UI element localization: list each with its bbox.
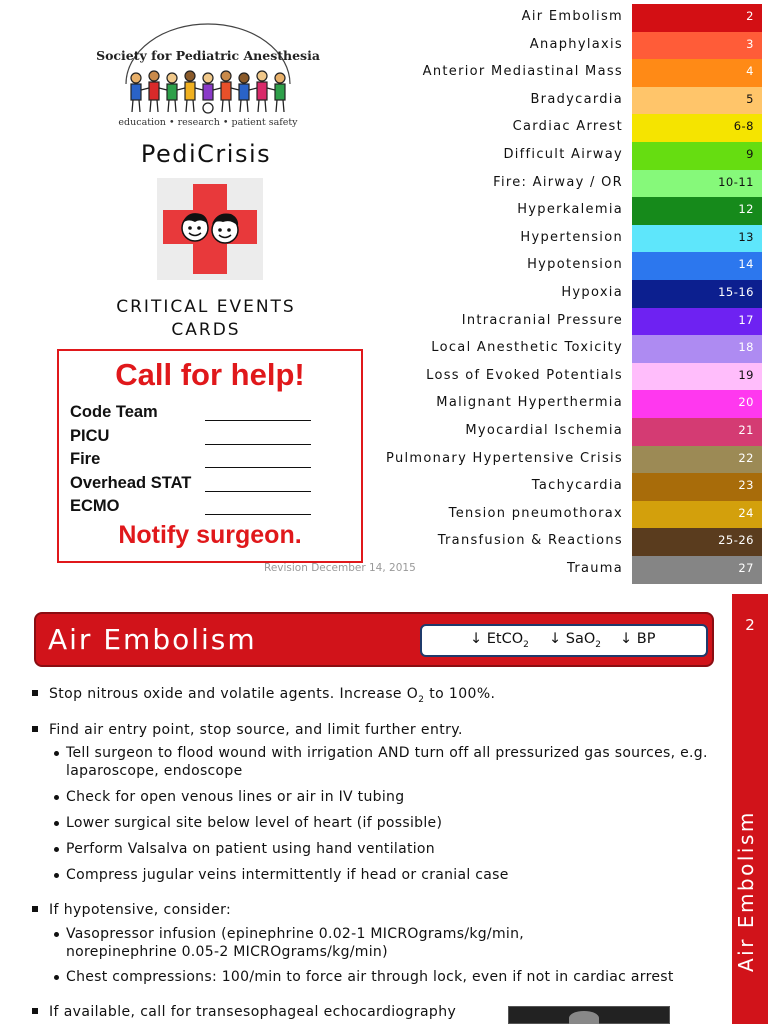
square-bullet-icon xyxy=(32,726,38,732)
red-cross-kids-icon xyxy=(157,178,263,280)
help-label: Overhead STAT xyxy=(70,474,192,492)
index-color-swatch xyxy=(632,556,762,584)
index-page-number: 6-8 xyxy=(733,119,754,134)
index-page-number: 21 xyxy=(738,423,754,437)
side-tab-page-number: 2 xyxy=(745,616,755,634)
sign-bp xyxy=(620,631,655,647)
index-page-number: 24 xyxy=(738,505,754,520)
index-page-number: 2 xyxy=(746,9,754,23)
index-item-label: Tension pneumothorax xyxy=(448,505,623,521)
index-page-number: 15-16 xyxy=(718,285,754,299)
help-row-code-team xyxy=(70,403,360,425)
society-logo xyxy=(96,14,320,134)
sub-text: Tell surgeon to flood wound with irrigation AND turn off all pressurized gas sources, e.g. laparoscope, endoscope xyxy=(66,745,708,779)
index-item-label: Transfusion & Reactions xyxy=(437,533,623,549)
help-row-fire xyxy=(70,450,360,472)
index-page-number: 18 xyxy=(738,340,754,355)
index-color-swatch xyxy=(632,390,762,418)
index-color-swatch xyxy=(632,308,762,336)
cover-subtitle xyxy=(96,296,316,342)
down-arrow-icon: ↓ xyxy=(549,631,562,647)
index-item[interactable] xyxy=(380,501,768,529)
index-page-number: 14 xyxy=(738,257,754,272)
index-item[interactable] xyxy=(380,335,768,363)
index-color-swatch xyxy=(632,59,762,87)
index-item[interactable] xyxy=(380,252,768,280)
index-color-swatch xyxy=(632,87,762,115)
square-bullet-icon xyxy=(32,1008,38,1014)
index-color-swatch xyxy=(632,32,762,60)
index-item-label: Loss of Evoked Potentials xyxy=(426,367,623,383)
index-item-label: Air Embolism xyxy=(521,9,623,24)
index-item-label: Trauma xyxy=(566,561,623,576)
index-item-label: Hypoxia xyxy=(561,285,623,300)
index-item-label: Tachycardia xyxy=(531,478,623,494)
help-title: Call for help! xyxy=(115,357,305,392)
index-item[interactable] xyxy=(380,556,768,584)
index-item-label: Myocardial Ischemia xyxy=(465,423,623,438)
logo-title: Society for Pediatric Anesthesia xyxy=(96,48,320,63)
index-item[interactable] xyxy=(380,390,768,418)
down-arrow-icon: ↓ xyxy=(470,631,483,647)
index-color-swatch xyxy=(632,473,762,501)
index-page-number: 12 xyxy=(738,202,754,217)
index-color-swatch xyxy=(632,418,762,446)
step-text-part: Stop nitrous oxide and volatile agents. Increase O xyxy=(49,686,419,702)
help-label: ECMO xyxy=(70,497,120,515)
call-for-help-box xyxy=(57,349,363,563)
step-text xyxy=(49,685,495,709)
sign-text: EtCO xyxy=(486,631,524,647)
blank-line xyxy=(205,514,311,515)
index-color-swatch xyxy=(632,446,762,474)
index-item-label: Anterior Mediastinal Mass xyxy=(422,64,623,80)
index-item-label: Cardiac Arrest xyxy=(512,119,623,135)
sub-text: Perform Valsalva on patient using hand ventilation xyxy=(66,841,435,857)
index-item-label: Local Anesthetic Toxicity xyxy=(431,340,623,356)
index-page-number: 27 xyxy=(738,561,754,575)
blank-line xyxy=(205,444,311,445)
notify-surgeon-text: Notify surgeon. xyxy=(118,521,302,549)
index-color-swatch xyxy=(632,335,762,363)
index-page-number: 22 xyxy=(738,450,754,465)
sub-text: Lower surgical site below level of heart (if possible) xyxy=(66,815,443,831)
step-text: If available, call for transesophageal echocardiography xyxy=(49,1004,457,1020)
sign-etco2 xyxy=(470,631,529,650)
index-page-number: 10-11 xyxy=(718,174,754,189)
index-item[interactable] xyxy=(380,225,768,253)
index-item-label: Hyperkalemia xyxy=(517,202,623,218)
signs-box xyxy=(420,624,708,657)
index-color-swatch xyxy=(632,501,762,529)
blank-line xyxy=(205,467,311,468)
index-page-number: 23 xyxy=(738,478,754,493)
index-item[interactable] xyxy=(380,32,768,60)
sub-text: Chest compressions: 100/min to force air through lock, even if not in cardiac arrest xyxy=(66,969,674,985)
index-item-label: Difficult Airway xyxy=(503,147,623,162)
help-row-ecmo xyxy=(70,497,360,519)
app-title: PediCrisis xyxy=(140,140,272,168)
index-page-number: 3 xyxy=(746,36,754,51)
cover-subtitle-line2: CARDS xyxy=(171,320,241,340)
index-item-label: Anaphylaxis xyxy=(529,36,623,52)
echo-image-thumbnail xyxy=(508,1006,670,1024)
sub-text: Check for open venous lines or air in IV tubing xyxy=(66,789,405,805)
logo-tagline: education • research • patient safety xyxy=(118,117,298,128)
logo-arc-graphic xyxy=(96,14,320,134)
index-item[interactable] xyxy=(380,363,768,391)
index-item-label: Intracranial Pressure xyxy=(461,312,623,328)
index-item[interactable] xyxy=(380,418,768,446)
index-item[interactable] xyxy=(380,87,768,115)
step-text: Find air entry point, stop source, and limit further entry. xyxy=(49,722,463,738)
dot-bullet-icon xyxy=(54,975,59,980)
dot-bullet-icon xyxy=(54,795,59,800)
index-page-number: 5 xyxy=(746,91,754,106)
index-item[interactable] xyxy=(380,473,768,501)
sign-subscript: 2 xyxy=(595,639,602,650)
index-page-number: 4 xyxy=(746,64,754,79)
card-title: Air Embolism xyxy=(48,623,257,656)
index-item-label: Hypertension xyxy=(520,229,623,245)
index-item-label: Hypotension xyxy=(527,257,623,273)
revision-date: Revision December 14, 2015 xyxy=(264,562,416,574)
index-item[interactable] xyxy=(380,197,768,225)
index-item[interactable] xyxy=(380,114,768,142)
index-color-swatch xyxy=(632,114,762,142)
help-row-picu xyxy=(70,427,360,449)
dot-bullet-icon xyxy=(54,821,59,826)
sign-text: BP xyxy=(636,631,656,647)
index-color-swatch xyxy=(632,4,762,32)
sub-text: Vasopressor infusion (epinephrine 0.02-1 MICROgrams/kg/min, norepinephrine 0.05-2 MICROgrams/kg/min) xyxy=(66,926,524,960)
step-subscript: 2 xyxy=(418,694,425,705)
index-color-swatch xyxy=(632,528,762,556)
dot-bullet-icon xyxy=(54,873,59,878)
index-color-swatch xyxy=(632,142,762,170)
index-page-number: 13 xyxy=(738,229,754,244)
index-item[interactable] xyxy=(380,280,768,308)
echo-image-highlight xyxy=(569,1011,599,1024)
help-label: Code Team xyxy=(70,403,158,421)
sign-text: SaO xyxy=(565,631,596,647)
index-item[interactable] xyxy=(380,4,768,32)
step-text-part: to 100%. xyxy=(424,686,496,702)
blank-line xyxy=(205,491,311,492)
blank-line xyxy=(205,420,311,421)
index-page-number: 9 xyxy=(746,147,754,161)
help-label: PICU xyxy=(70,427,110,445)
index-item[interactable] xyxy=(380,142,768,170)
index-item-label: Fire: Airway / OR xyxy=(493,174,623,190)
cover-subtitle-line1: CRITICAL EVENTS xyxy=(116,297,296,317)
index-page-number: 19 xyxy=(738,367,754,382)
help-row-overhead-stat xyxy=(70,474,360,496)
sub-text: Compress jugular veins intermittently if head or cranial case xyxy=(66,867,509,883)
index-item-label: Pulmonary Hypertensive Crisis xyxy=(386,450,623,466)
down-arrow-icon: ↓ xyxy=(620,631,633,647)
index-item[interactable] xyxy=(380,528,768,556)
card-header xyxy=(34,612,714,667)
index-item[interactable] xyxy=(380,446,768,474)
index-color-swatch xyxy=(632,252,762,280)
index-item[interactable] xyxy=(380,170,768,198)
index-color-swatch xyxy=(632,363,762,391)
square-bullet-icon xyxy=(32,690,38,696)
index-item-label: Bradycardia xyxy=(530,91,623,107)
dot-bullet-icon xyxy=(54,847,59,852)
index-color-swatch xyxy=(632,170,762,198)
side-tab-label: Air Embolism xyxy=(734,810,758,972)
dot-bullet-icon xyxy=(54,932,59,937)
sign-sao2 xyxy=(549,631,601,650)
index-color-swatch xyxy=(632,225,762,253)
index-color-swatch xyxy=(632,280,762,308)
index-item-label: Malignant Hyperthermia xyxy=(436,395,623,411)
index-page-number: 17 xyxy=(738,312,754,327)
step-text: If hypotensive, consider: xyxy=(49,902,232,918)
index-item[interactable] xyxy=(380,59,768,87)
index-color-swatch xyxy=(632,197,762,225)
index-item[interactable] xyxy=(380,308,768,336)
index-page-number: 20 xyxy=(738,395,754,410)
help-label: Fire xyxy=(70,450,101,468)
sign-subscript: 2 xyxy=(523,639,529,650)
dot-bullet-icon xyxy=(54,751,59,756)
square-bullet-icon xyxy=(32,906,38,912)
index-page-number: 25-26 xyxy=(718,533,754,548)
